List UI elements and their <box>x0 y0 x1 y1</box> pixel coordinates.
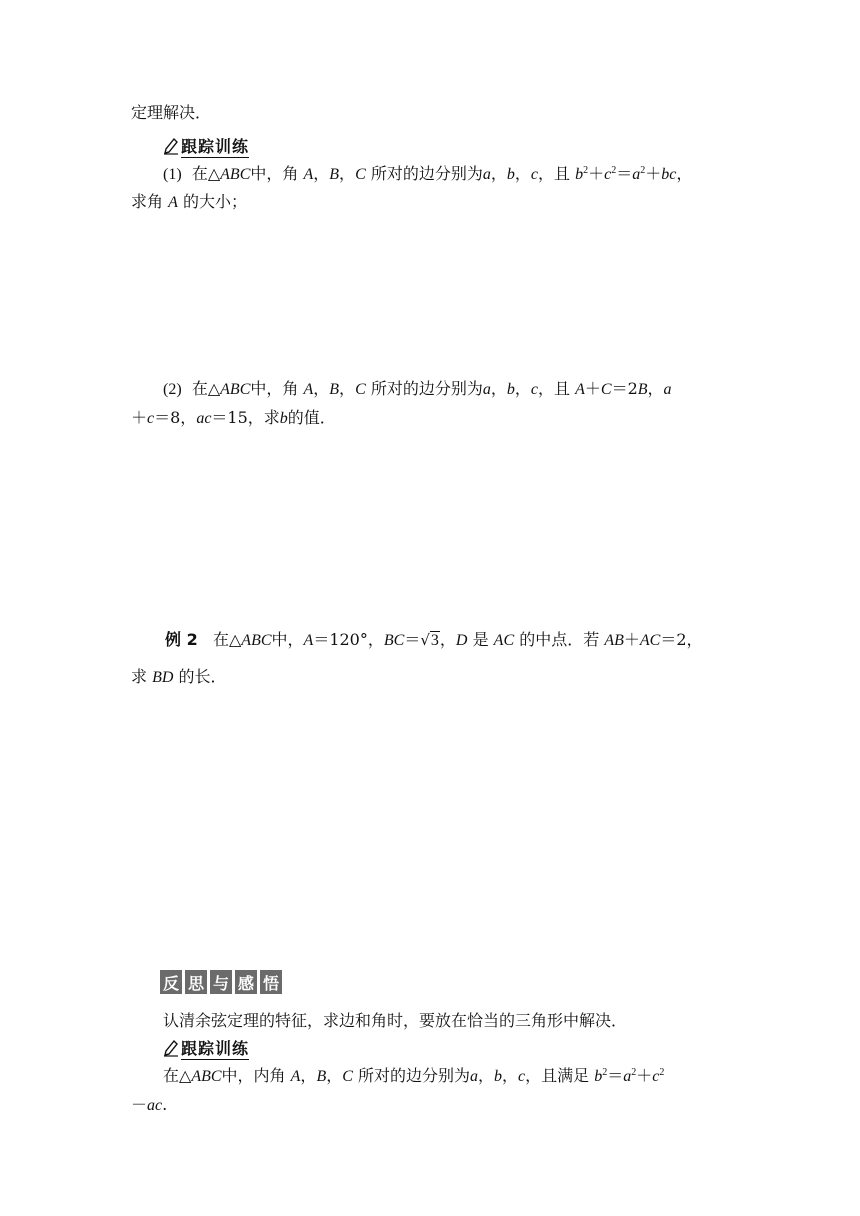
q3-var: ABC <box>191 1068 222 1085</box>
ex2-text: ＝2， <box>660 630 703 649</box>
q2-var: c <box>530 381 538 398</box>
ex2-var: AB <box>604 632 624 649</box>
q1-text: ＋ <box>645 164 662 183</box>
continued-text <box>131 102 211 124</box>
q3-var: c <box>652 1068 660 1085</box>
q3-var: a <box>623 1068 632 1085</box>
q1-text: 所对的边分别为 <box>370 164 483 183</box>
q2-number: (2) <box>163 381 182 398</box>
q1-text: 求角 <box>131 192 164 211</box>
pencil-icon <box>163 137 179 155</box>
q2-var: A <box>575 381 585 398</box>
q1-var: c <box>530 166 538 183</box>
q3-var: A <box>290 1068 301 1085</box>
q3-exponent: 2 <box>631 1067 637 1078</box>
q3-text: ＝ <box>607 1066 624 1085</box>
q2-text: 在△ <box>191 379 221 398</box>
q2-var: A <box>303 381 314 398</box>
ex2-text: 是 <box>472 630 489 649</box>
q1-text: 在△ <box>191 164 221 183</box>
q2-var: B <box>637 381 648 398</box>
practice-heading-label: 跟踪训练 <box>181 1036 249 1060</box>
example-2-line-2 <box>131 666 227 689</box>
question-3-line-2 <box>131 1094 167 1117</box>
sqrt-3: √3 <box>420 631 439 649</box>
q2-text: ， <box>490 379 507 398</box>
q3-text: ， <box>478 1066 495 1085</box>
q1-var: C <box>355 166 366 183</box>
q2-text: ＋ <box>584 379 601 398</box>
q1-text: ， <box>339 164 356 183</box>
q1-var: a <box>482 166 491 183</box>
q3-var: C <box>342 1068 353 1085</box>
q3-var: b <box>494 1068 503 1085</box>
q3-var: c <box>518 1068 526 1085</box>
q2-text: 中，角 <box>250 379 299 398</box>
q1-text: ，且 <box>537 164 570 183</box>
q2-text: ＝15，求 <box>211 408 280 427</box>
q1-var: a <box>632 166 641 183</box>
q1-text: 中，角 <box>250 164 299 183</box>
q1-number: (1) <box>163 166 182 183</box>
ex2-text: ， <box>439 630 456 649</box>
q1-var: ABC <box>220 166 251 183</box>
q1-exponent: 2 <box>640 165 646 176</box>
q2-var: ABC <box>220 381 251 398</box>
ex2-var: A <box>303 632 314 649</box>
q3-text: ， <box>300 1066 317 1085</box>
q3-text: 在△ <box>163 1066 192 1085</box>
q3-var: b <box>594 1068 603 1085</box>
reflection-text <box>163 1010 627 1032</box>
q3-text: 中，内角 <box>221 1066 286 1085</box>
q1-exponent: 2 <box>611 165 617 176</box>
ex2-text: 求 <box>131 667 148 686</box>
ex2-var: BD <box>152 669 174 686</box>
q2-var: ac <box>196 410 212 427</box>
q3-text: － <box>131 1095 148 1114</box>
q1-var: B <box>329 166 340 183</box>
practice-heading-2 <box>163 1036 249 1060</box>
reflection-banner <box>160 970 282 994</box>
ex2-text: 的长． <box>178 667 227 686</box>
q2-var: b <box>506 381 515 398</box>
q3-text: 所对的边分别为 <box>358 1066 471 1085</box>
example-2-line-1 <box>165 629 703 652</box>
q3-text: ， <box>502 1066 519 1085</box>
q1-var: c <box>604 166 612 183</box>
banner-char: 与 <box>210 970 232 994</box>
q1-text: ＋ <box>588 164 605 183</box>
q2-text: ＝8， <box>154 408 197 427</box>
banner-char: 思 <box>185 970 207 994</box>
q3-text: ＋ <box>636 1066 653 1085</box>
q2-text: ＋ <box>131 408 148 427</box>
q3-exponent: 2 <box>602 1067 608 1078</box>
q1-var: A <box>303 166 314 183</box>
q1-var: b <box>575 166 584 183</box>
q3-var: B <box>316 1068 327 1085</box>
q2-text: ， <box>647 379 664 398</box>
q3-var: a <box>470 1068 479 1085</box>
q2-var: C <box>600 381 612 398</box>
q3-exponent: 2 <box>659 1067 665 1078</box>
pencil-icon <box>163 1039 179 1057</box>
q2-text: ， <box>339 379 356 398</box>
q3-text: ，且满足 <box>525 1066 590 1085</box>
q2-var: B <box>329 381 340 398</box>
q1-text: ＝ <box>616 164 633 183</box>
q3-text: . <box>162 1095 168 1114</box>
ex2-text: ＝ <box>404 630 421 649</box>
ex2-text: 中， <box>271 630 304 649</box>
question-1-line-2 <box>131 191 247 214</box>
banner-char: 感 <box>235 970 257 994</box>
q2-text: 所对的边分别为 <box>370 379 483 398</box>
practice-heading-label: 跟踪训练 <box>181 134 249 158</box>
q2-text: 的值． <box>287 408 336 427</box>
ex2-var: AC <box>493 632 515 649</box>
ex2-text: 在△ <box>212 630 242 649</box>
q1-text: ， <box>514 164 531 183</box>
ex2-var: ABC <box>241 632 272 649</box>
ex2-var: D <box>455 632 468 649</box>
ex2-text: ＋ <box>623 630 640 649</box>
sqrt-radicand: 3 <box>430 632 439 649</box>
q1-text: ， <box>676 164 693 183</box>
q1-var: bc <box>661 166 677 183</box>
question-1-line-1 <box>163 163 692 186</box>
reflection-text-content: 认清余弦定理的特征，求边和角时，要放在恰当的三角形中解决． <box>163 1011 628 1030</box>
practice-heading-1 <box>163 134 249 158</box>
q2-var: b <box>279 410 288 427</box>
ex2-var: BC <box>383 632 405 649</box>
q1-exponent: 2 <box>583 165 589 176</box>
q2-text: ， <box>313 379 330 398</box>
continued-text-content: 定理解决． <box>131 103 212 122</box>
ex2-text: 的中点．若 <box>519 630 600 649</box>
q2-text: ，且 <box>537 379 570 398</box>
example-label: 例 2 <box>165 630 198 649</box>
banner-char: 悟 <box>260 970 282 994</box>
q1-var: b <box>506 166 515 183</box>
q3-text: ， <box>326 1066 343 1085</box>
q2-text: ＝2 <box>611 379 638 398</box>
q2-var: c <box>147 410 155 427</box>
ex2-var: AC <box>639 632 661 649</box>
q2-text: ， <box>514 379 531 398</box>
banner-char: 反 <box>160 970 182 994</box>
q3-var: ac <box>147 1097 163 1114</box>
ex2-text: ＝120°， <box>313 630 384 649</box>
q2-var: a <box>663 381 672 398</box>
q1-text: ， <box>313 164 330 183</box>
q1-text: 的大小； <box>182 192 247 211</box>
question-2-line-2 <box>131 407 336 430</box>
q2-var: C <box>355 381 366 398</box>
q1-var: A <box>168 194 178 211</box>
q2-var: a <box>482 381 491 398</box>
question-2-line-1 <box>163 378 672 401</box>
q1-text: ， <box>490 164 507 183</box>
question-3-line-1 <box>163 1065 664 1088</box>
